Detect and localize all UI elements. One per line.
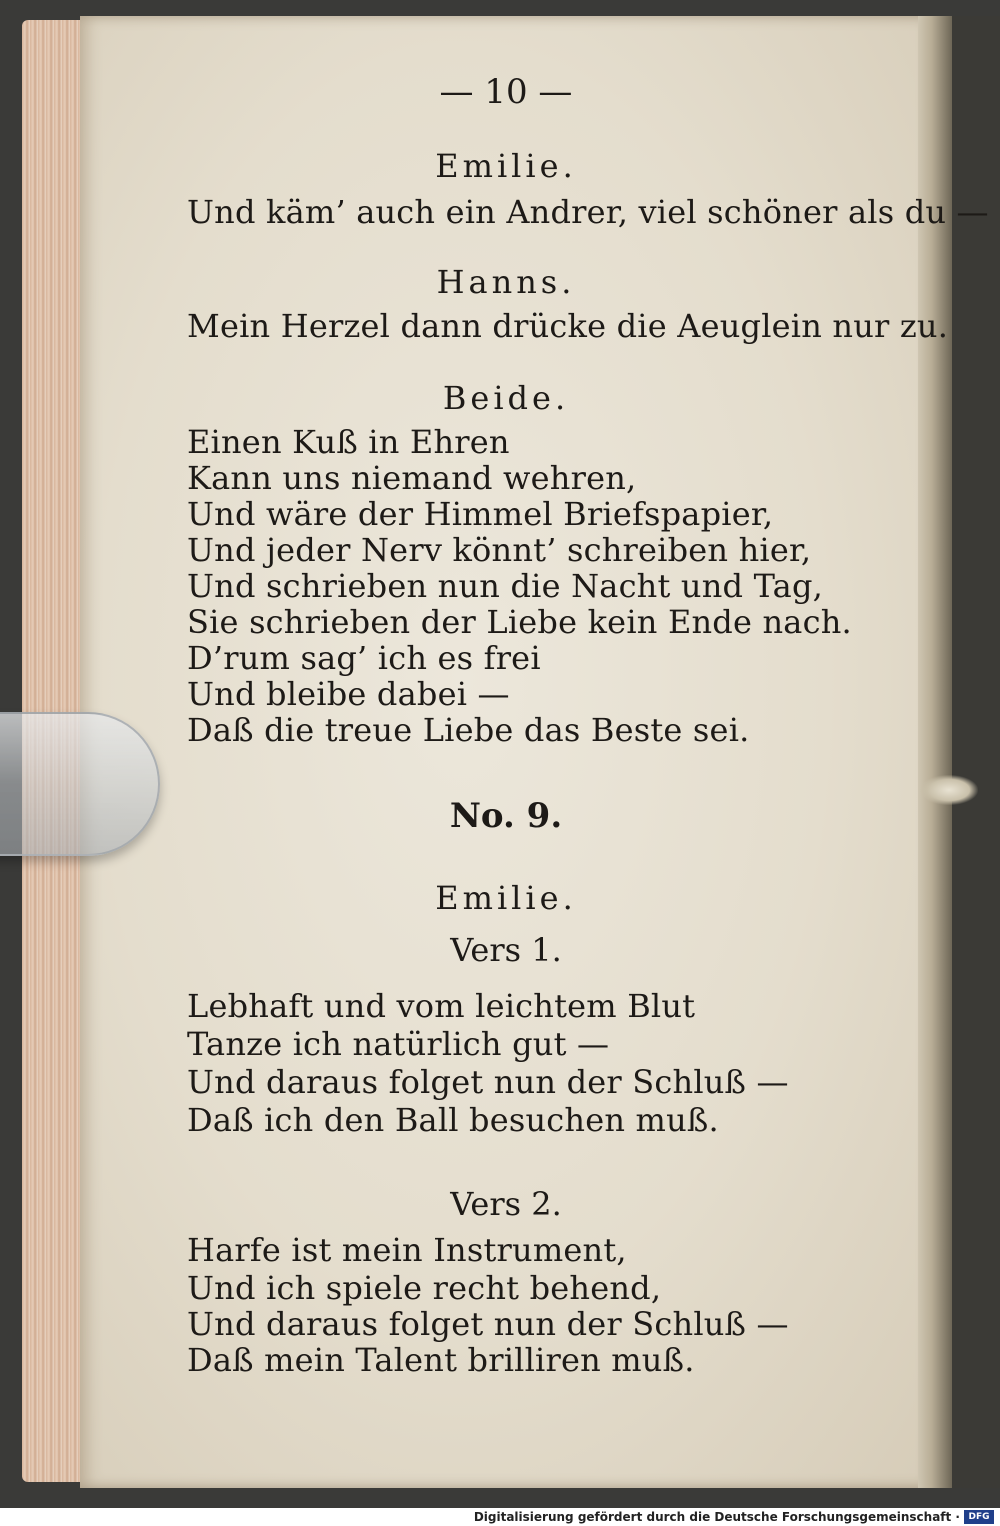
facing-page-edge bbox=[952, 16, 1000, 1488]
verse-line: Und daraus folget nun der Schluß — bbox=[187, 1305, 789, 1343]
verse-line: Daß ich den Ball besuchen muß. bbox=[187, 1101, 719, 1139]
verse-line: Einen Kuß in Ehren bbox=[187, 423, 510, 461]
verse-line: Und ich spiele recht behend, bbox=[187, 1269, 662, 1307]
verse-label: Vers 2. bbox=[450, 1185, 562, 1223]
speaker-heading: Hanns. bbox=[436, 263, 576, 301]
verse-line: Und schrieben nun die Nacht und Tag, bbox=[187, 567, 823, 605]
page-holder-clip bbox=[0, 712, 160, 856]
speaker-heading: Emilie. bbox=[435, 147, 577, 185]
verse-line: Und bleibe dabei — bbox=[187, 675, 510, 713]
speaker-heading: Emilie. bbox=[435, 879, 577, 917]
verse-line: Kann uns niemand wehren, bbox=[187, 459, 637, 497]
page-number: — 10 — bbox=[439, 72, 573, 112]
verse-line: Daß mein Talent brilliren muß. bbox=[187, 1341, 695, 1379]
verse-line: Lebhaft und vom leichtem Blut bbox=[187, 987, 696, 1025]
verse-line: Und wäre der Himmel Briefspapier, bbox=[187, 495, 774, 533]
verse-line: Und käm’ auch ein Andrer, viel schöner als du — bbox=[187, 193, 989, 231]
verse-line: Harfe ist mein Instrument, bbox=[187, 1231, 627, 1269]
verse-line: Und daraus folget nun der Schluß — bbox=[187, 1063, 789, 1101]
verse-line: D’rum sag’ ich es frei bbox=[187, 639, 541, 677]
verse-line: Tanze ich natürlich gut — bbox=[187, 1025, 610, 1063]
speaker-heading: Beide. bbox=[442, 379, 570, 417]
funding-credit: Digitalisierung gefördert durch die Deutsche Forschungsgemeinschaft · bbox=[473, 1510, 960, 1524]
dfg-logo: DFG bbox=[964, 1510, 994, 1524]
book-gutter bbox=[918, 16, 952, 1488]
verse-label: Vers 1. bbox=[450, 931, 562, 969]
verse-line: Mein Herzel dann drücke die Aeuglein nur zu. bbox=[187, 307, 949, 345]
verse-line: Sie schrieben der Liebe kein Ende nach. bbox=[187, 603, 852, 641]
song-number: No. 9. bbox=[449, 796, 563, 836]
verse-line: Und jeder Nerv könnt’ schreiben hier, bbox=[187, 531, 812, 569]
digitization-footer bbox=[0, 1508, 1000, 1526]
verse-line: Daß die treue Liebe das Beste sei. bbox=[187, 711, 750, 749]
